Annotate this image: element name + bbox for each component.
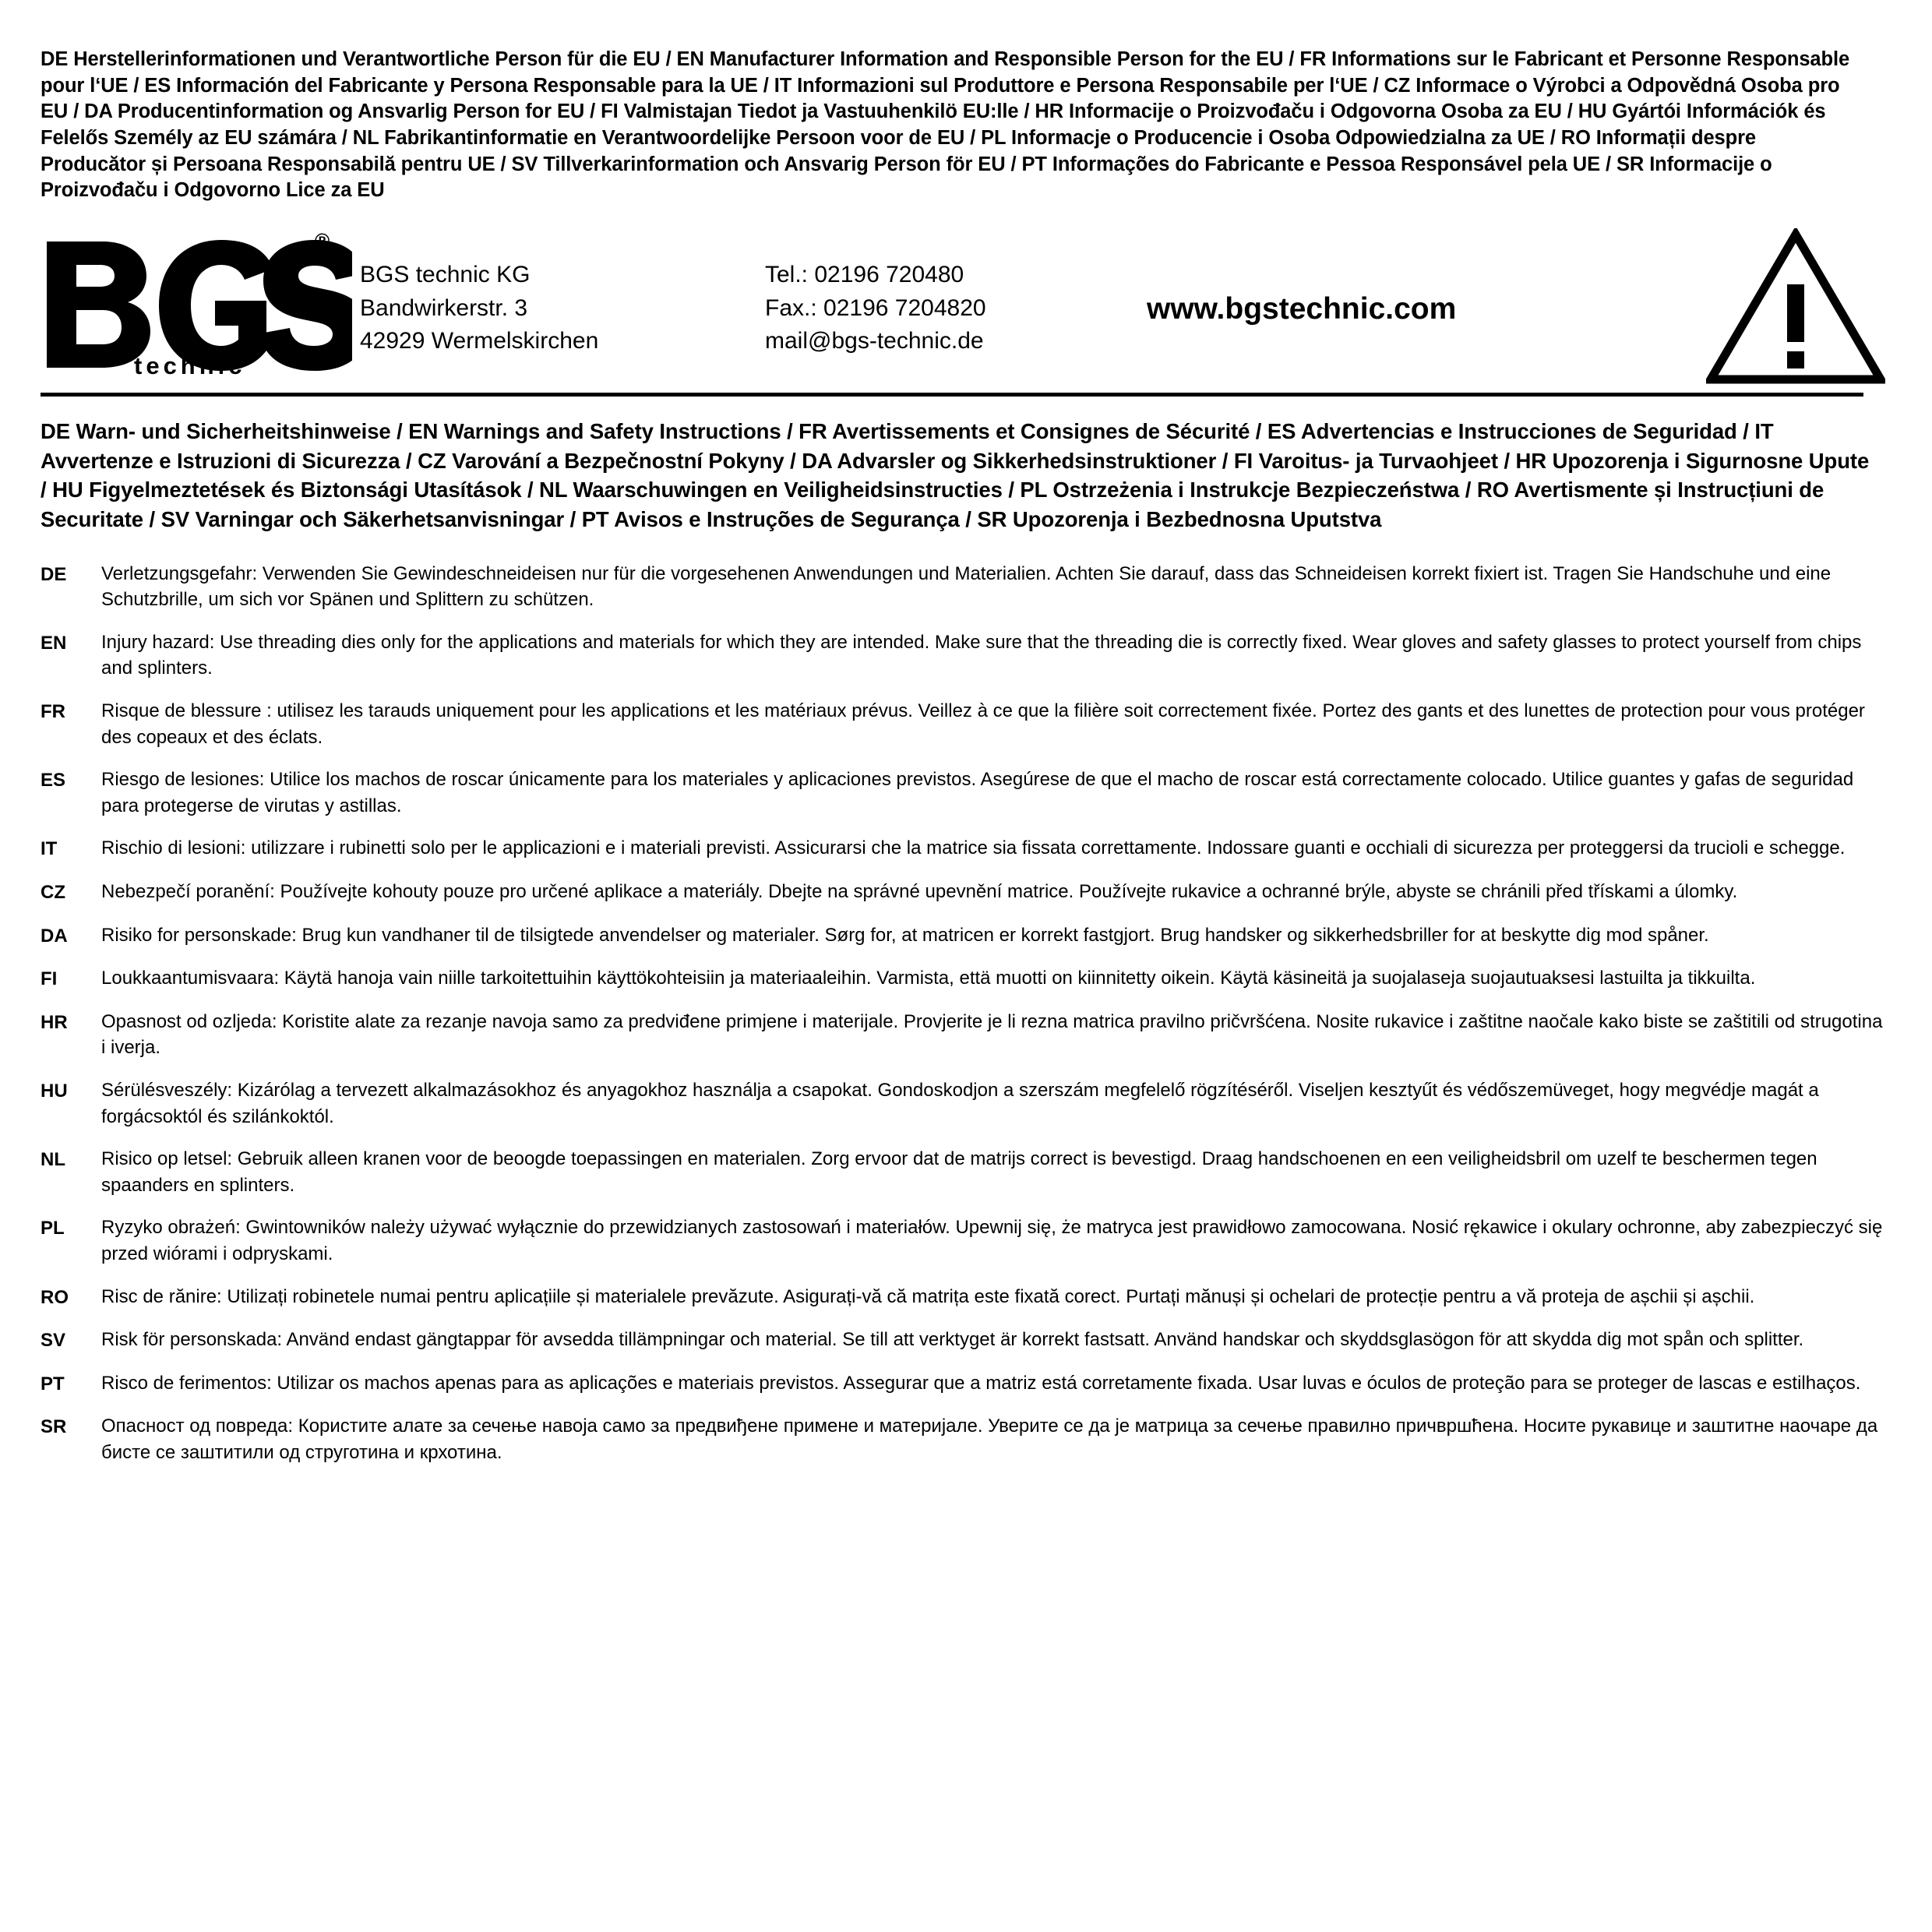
- language-code: RO: [41, 1286, 69, 1308]
- language-text: Risque de blessure : utilisez les tarauds uniquement pour les applications et les matériaux prévus. Veillez à ce que la filière soit correctement fixée. Portez des gants et des lunettes de protection pour vous protéger des copeaux et des éclats.: [101, 700, 1865, 748]
- company-website: www.bgstechnic.com: [1147, 291, 1457, 326]
- language-text: Riesgo de lesiones: Utilice los machos de roscar únicamente para los materiales y aplicaciones previstos. Asegúrese de que el macho de roscar está correctamente colocado. Utilice guantes y gafas de seguridad para protegerse de virutas y astillas.: [101, 769, 1854, 816]
- language-code: SR: [41, 1416, 67, 1438]
- list-item: [41, 1284, 1885, 1311]
- language-code: HU: [41, 1080, 68, 1102]
- company-city: 42929 Wermelskirchen: [360, 328, 599, 354]
- company-email: mail@bgs-technic.de: [765, 328, 984, 354]
- bgs-logo: [41, 232, 352, 380]
- language-code: PL: [41, 1218, 65, 1239]
- list-item: [41, 1327, 1885, 1354]
- language-text: Ryzyko obrażeń: Gwintowników należy używać wyłącznie do przewidzianych zastosowań i materiałów. Upewnij się, że matryca jest prawidłowo zamocowana. Nosić rękawice i okulary ochronne, aby zabezpieczyć się przed wiórami i odpryskami.: [101, 1217, 1883, 1264]
- list-item: [41, 965, 1885, 992]
- warning-triangle-icon: [1683, 228, 1885, 384]
- list-item: [41, 1215, 1885, 1267]
- language-text: Rischio di lesioni: utilizzare i rubinetti solo per le applicazioni e i materiali previsti. Assicurarsi che la matrice sia fissata correttamente. Indossare guanti e occhiali di sicurezza per proteggersi da trucioli e schegge.: [101, 837, 1846, 859]
- language-text: Risiko for personskade: Brug kun vandhaner til de tilsigtede anvendelser og materialer. Sørg for, at matricen er korrekt fastgjort. Brug handsker og sikkerhedsbriller for at beskytte dig mod spåner.: [101, 924, 1709, 946]
- manufacturer-info-heading: DE Herstellerinformationen und Verantwortliche Person für die EU / EN Manufacturer Information and Responsible Person for the EU / FR Informations sur le Fabricant et Personne Responsable pour l‘UE / ES Información del Fabricante y Persona Responsable para la UE / IT Informazioni sul Produttore e Persona Responsabile per l‘UE / CZ Informace o Výrobci a Odpovědná Osoba pro EU / DA Producentinformation og Ansvarlig Person for EU / FI Valmistajan Tiedot ja Vastuuhenkilö EU:lle / HR Informacije o Proizvođaču i Odgovorna Osoba za EU / HU Gyártói Információk és Felelős Személy az EU számára / NL Fabrikantinformatie en Verantwoordelijke Persoon voor de EU / PL Informacje o Producencie i Osoba Odpowiedzialna za UE / RO Informații despre Producător și Persoana Responsabilă pentru UE / SV Tillverkarinformation och Ansvarig Person för EU / PT Informações do Fabricante e Pessoa Responsável pela UE / SR Informacije o Proizvođaču i Odgovorno Lice za EU: [41, 48, 1850, 202]
- language-code: CZ: [41, 881, 65, 903]
- language-text: Sérülésveszély: Kizárólag a tervezett alkalmazásokhoz és anyagokhoz használja a csapokat. Gondoskodjon a szerszám megfelelő rögzítéséről. Viseljen kesztyűt és védőszemüveget, hogy megvédje magát a forgácsoktól és szilánkoktól.: [101, 1079, 1819, 1127]
- list-item: [41, 767, 1885, 819]
- divider: [41, 393, 1863, 397]
- language-text: Risk för personskada: Använd endast gängtappar för avsedda tillämpningar och material. Se till att verktyget är korrekt fastsatt. Använd handskar och skyddsglasögon för att skydda dig mot spån och splitter.: [101, 1329, 1804, 1351]
- language-text: Risc de rănire: Utilizați robinetele numai pentru aplicațiile și materialele prevăzute. Asigurați-vă că matrița este fixată corect. Purtați mănuși și ochelari de protecție pentru a vă proteja de așchii și așchii.: [101, 1285, 1755, 1307]
- language-text: Risco de ferimentos: Utilizar os machos apenas para as aplicações e materiais previstos. Assegurar que a matriz está corretamente fixada. Usar luvas e óculos de proteção para se proteger de lascas e estilhaços.: [101, 1372, 1861, 1394]
- language-code: FR: [41, 701, 65, 722]
- language-code: ES: [41, 770, 66, 791]
- language-code: NL: [41, 1149, 65, 1171]
- list-item: [41, 835, 1885, 862]
- list-item: [41, 629, 1885, 682]
- list-item: [41, 1370, 1885, 1398]
- list-item: [41, 922, 1885, 950]
- list-item: [41, 1146, 1885, 1198]
- svg-text:technic: technic: [134, 351, 246, 379]
- language-code: DE: [41, 563, 67, 585]
- language-list: [41, 561, 1885, 1466]
- language-code: PT: [41, 1373, 65, 1394]
- list-item: [41, 561, 1885, 613]
- language-code: DA: [41, 925, 68, 947]
- svg-text:®: ®: [315, 231, 330, 252]
- language-text: Loukkaantumisvaara: Käytä hanoja vain niille tarkoitettuihin käyttökohteisiin ja materiaaleihin. Varmista, että muotti on kiinnitetty oikein. Käytä käsineitä ja suojalaseja suojautuaksesi lastuilta ja tikkuilta.: [101, 968, 1756, 989]
- language-text: Risico op letsel: Gebruik alleen kranen voor de beoogde toepassingen en materialen. Zorg ervoor dat de matrijs correct is bevestigd. Draag handschoenen en een veiligheidsbril om uzelf te beschermen tegen spaanders en splinters.: [101, 1148, 1817, 1196]
- language-code: HR: [41, 1011, 68, 1033]
- list-item: [41, 1413, 1885, 1465]
- bgs-logo-graphic: [41, 232, 352, 380]
- list-item: [41, 879, 1885, 906]
- company-name: BGS technic KG: [360, 262, 531, 288]
- language-text: Opasnost od ozljeda: Koristite alate za rezanje navoja samo za predviđene primjene i materijale. Provjerite je li rezna matrica pravilno pričvršćena. Nosite rukavice i zaštitne naočale kako biste se zaštitili od strugotina i iverja.: [101, 1010, 1883, 1059]
- language-code: SV: [41, 1330, 66, 1352]
- company-contact: [765, 254, 1131, 358]
- language-code: EN: [41, 632, 67, 654]
- language-code: FI: [41, 968, 58, 990]
- company-address: [360, 254, 765, 358]
- language-text: Опасност од повреда: Користите алате за сечење навоја само за предвиђене примене и материјале. Уверите се да је матрица за сечење правилно причвршћена. Носите рукавице и заштитне наочаре да бисте се заштитили од струготина и крхотина.: [101, 1416, 1878, 1463]
- language-text: Nebezpečí poranění: Používejte kohouty pouze pro určené aplikace a materiály. Dbejte na správné upevnění matrice. Používejte rukavice a ochranné brýle, abyste se chránili před třískami a úlomky.: [101, 880, 1738, 902]
- company-street: Bandwirkerstr. 3: [360, 294, 528, 321]
- warnings-heading: DE Warn- und Sicherheitshinweise / EN Warnings and Safety Instructions / FR Avertissements et Consignes de Sécurité / ES Advertencias e Instrucciones de Seguridad / IT Avvertenze e Istruzioni di Sicurezza / CZ Varování a Bezpečnostní Pokyny / DA Advarsler og Sikkerhedsinstruktioner / FI Varoitus- ja Turvaohjeet / HR Upozorenja i Sigurnosne Upute / HU Figyelmeztetések és Biztonsági Utasítások / NL Waarschuwingen en Veiligheidsinstructies / PL Ostrzeżenia i Instrukcje Bezpieczeństwa / RO Avertismente și Instrucțiuni de Securitate / SV Varningar och Säkerhetsanvisningar / PT Avisos e Instruções de Segurança / SR Upozorenja i Bezbednosna Uputstva: [41, 418, 1870, 531]
- manufacturer-block: [41, 224, 1885, 388]
- company-fax: Fax.: 02196 7204820: [765, 294, 986, 321]
- company-tel: Tel.: 02196 720480: [765, 262, 964, 288]
- list-item: [41, 1077, 1885, 1130]
- language-text: Verletzungsgefahr: Verwenden Sie Gewindeschneideisen nur für die vorgesehenen Anwendungen und Materialien. Achten Sie darauf, dass das Schneideisen korrekt fixiert ist. Tragen Sie Handschuhe und eine Schutzbrille, um sich vor Spänen und Splittern zu schützen.: [101, 562, 1832, 611]
- language-text: Injury hazard: Use threading dies only for the applications and materials for which they are intended. Make sure that the threading die is correctly fixed. Wear gloves and safety glasses to protect yourself from chips and splinters.: [101, 631, 1862, 679]
- list-item: [41, 1009, 1885, 1061]
- language-code: IT: [41, 838, 58, 860]
- list-item: [41, 698, 1885, 750]
